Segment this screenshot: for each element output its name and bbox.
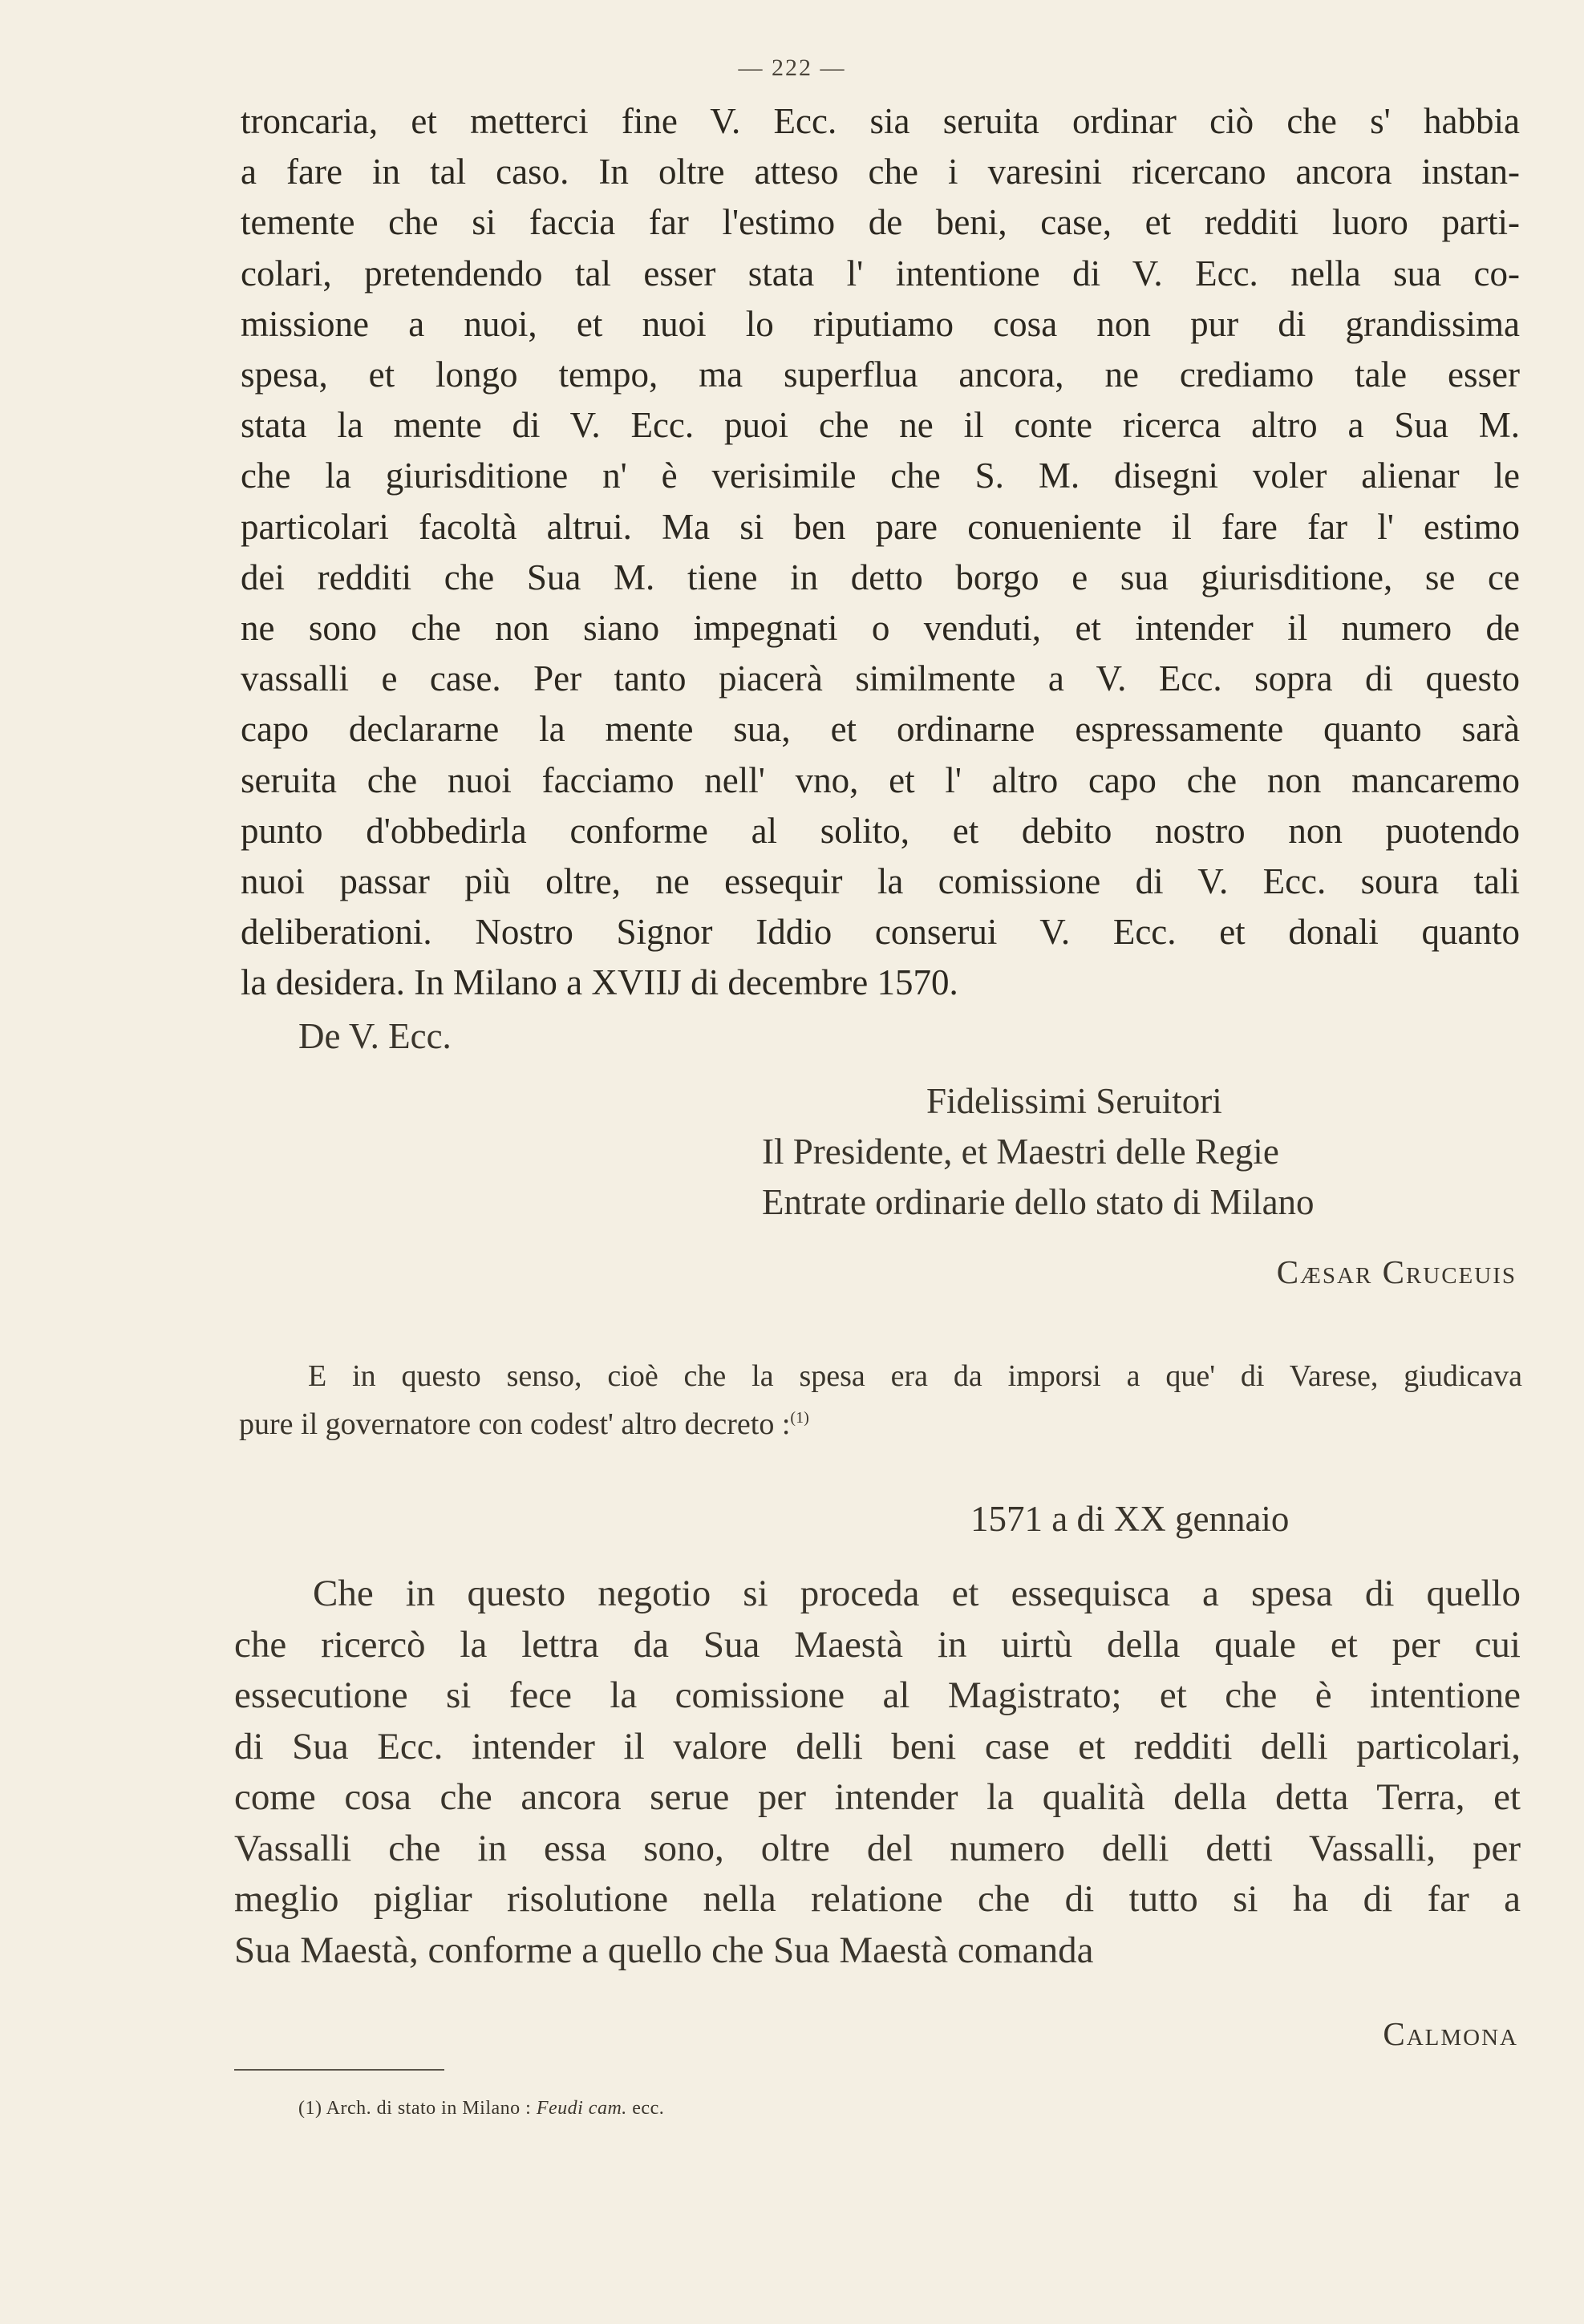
decree-line: meglio pigliar risolutione nella relatione che di tutto si ha di far a [234, 1878, 1521, 1920]
footnote-suffix: ecc. [632, 2098, 665, 2119]
narrative-line: E in questo senso, cioè che la spesa era da imporsi a que' di Varese, giudicava [308, 1359, 1522, 1393]
letter-line: dei redditi che Sua M. tiene in detto borgo e sua giurisditione, se ce [241, 557, 1520, 597]
letter-line: che la giurisditione n' è verisimile che S. M. disegni voler alienar le [241, 455, 1520, 496]
decree-line: Sua Maestà, conforme a quello che Sua Maestà comanda [234, 1929, 1094, 1971]
letter-body [241, 96, 1520, 1009]
decree-line: come cosa che ancora serue per intender la qualità della detta Terra, et [234, 1776, 1521, 1818]
decree-line: che ricercò la lettra da Sua Maestà in uirtù della quale et per cui [234, 1623, 1521, 1666]
footnote-italic: Feudi cam. [536, 2098, 627, 2119]
decree-line: Vassalli che in essa sono, oltre del numero delli detti Vassalli, per [234, 1827, 1521, 1869]
footnote-prefix: Arch. di stato in Milano : [326, 2098, 532, 2119]
decree-line: essecutione si fece la comissione al Magistrato; et che è intentione [234, 1674, 1521, 1716]
signatory-line: Fidelissimi Seruitori [926, 1081, 1222, 1121]
decree-line: Che in questo negotio si proceda et essequisca a spesa di quello [313, 1573, 1521, 1614]
letter-line: nuoi passar più oltre, ne essequir la comissione di V. Ecc. soura tali [241, 861, 1520, 902]
decree-line: di Sua Ecc. intender il valore delli beni case et redditi delli particolari, [234, 1725, 1521, 1767]
letter-line: ne sono che non siano impegnati o venduti, et intender il numero de [241, 608, 1520, 649]
letter-line: colari, pretendendo tal esser stata l' intentione di V. Ecc. nella sua co- [241, 253, 1520, 294]
letter-line: deliberationi. Nostro Signor Iddio conserui V. Ecc. et donali quanto [241, 912, 1520, 953]
decree-date: 1571 a di XX gennaio [970, 1499, 1290, 1539]
footnote [298, 2098, 664, 2120]
letter-line: punto d'obbedirla conforme al solito, et debito nostro non puotendo [241, 810, 1520, 851]
letter-line: seruita che nuoi facciamo nell' vno, et l' altro capo che non mancaremo [241, 759, 1520, 800]
letter-closing: De V. Ecc. [298, 1016, 452, 1056]
signatory-line: Il Presidente, et Maestri delle Regie [762, 1132, 1279, 1172]
letter-line: la desidera. In Milano a XVIIJ di decembre 1570. [241, 962, 958, 1003]
letter-line: missione a nuoi, et nuoi lo riputiamo cosa non pur di grandissima [241, 303, 1520, 344]
decree-signature: Calmona [1383, 2015, 1518, 2052]
letter-signature: Cæsar Cruceuis [1276, 1253, 1517, 1290]
narrative-paragraph [239, 1355, 1522, 1445]
letter-line: a fare in tal caso. In oltre atteso che i varesini ricercano ancora instan- [241, 152, 1520, 192]
narrative-line [239, 1397, 1522, 1445]
letter-line: particolari facoltà altrui. Ma si ben pare conueniente il fare far l' estimo [241, 506, 1520, 547]
footnote-divider [234, 2069, 444, 2071]
narrative-line-text: pure il governatore con codest' altro decreto : [239, 1407, 791, 1441]
letter-line: troncaria, et metterci fine V. Ecc. sia seruita ordinar ciò che s' habbia [241, 101, 1520, 141]
letter-line: stata la mente di V. Ecc. puoi che ne il conte ricerca altro a Sua M. [241, 405, 1520, 446]
letter-signatories [762, 1076, 1315, 1228]
signatory-line: Entrate ordinarie dello stato di Milano [762, 1182, 1315, 1222]
decree-body [234, 1569, 1521, 1976]
letter-line: vassalli e case. Per tanto piacerà similmente a V. Ecc. sopra di questo [241, 658, 1520, 699]
letter-line: temente che si faccia far l'estimo de beni, case, et redditi luoro parti- [241, 202, 1520, 243]
page-number: — 222 — [738, 55, 846, 81]
letter-line: spesa, et longo tempo, ma superflua ancora, ne crediamo tale esser [241, 354, 1520, 395]
footnote-marker: (1) [298, 2098, 322, 2119]
footnote-reference: (1) [790, 1409, 809, 1427]
letter-line: capo declararne la mente sua, et ordinarne espressamente quanto sarà [241, 709, 1520, 750]
